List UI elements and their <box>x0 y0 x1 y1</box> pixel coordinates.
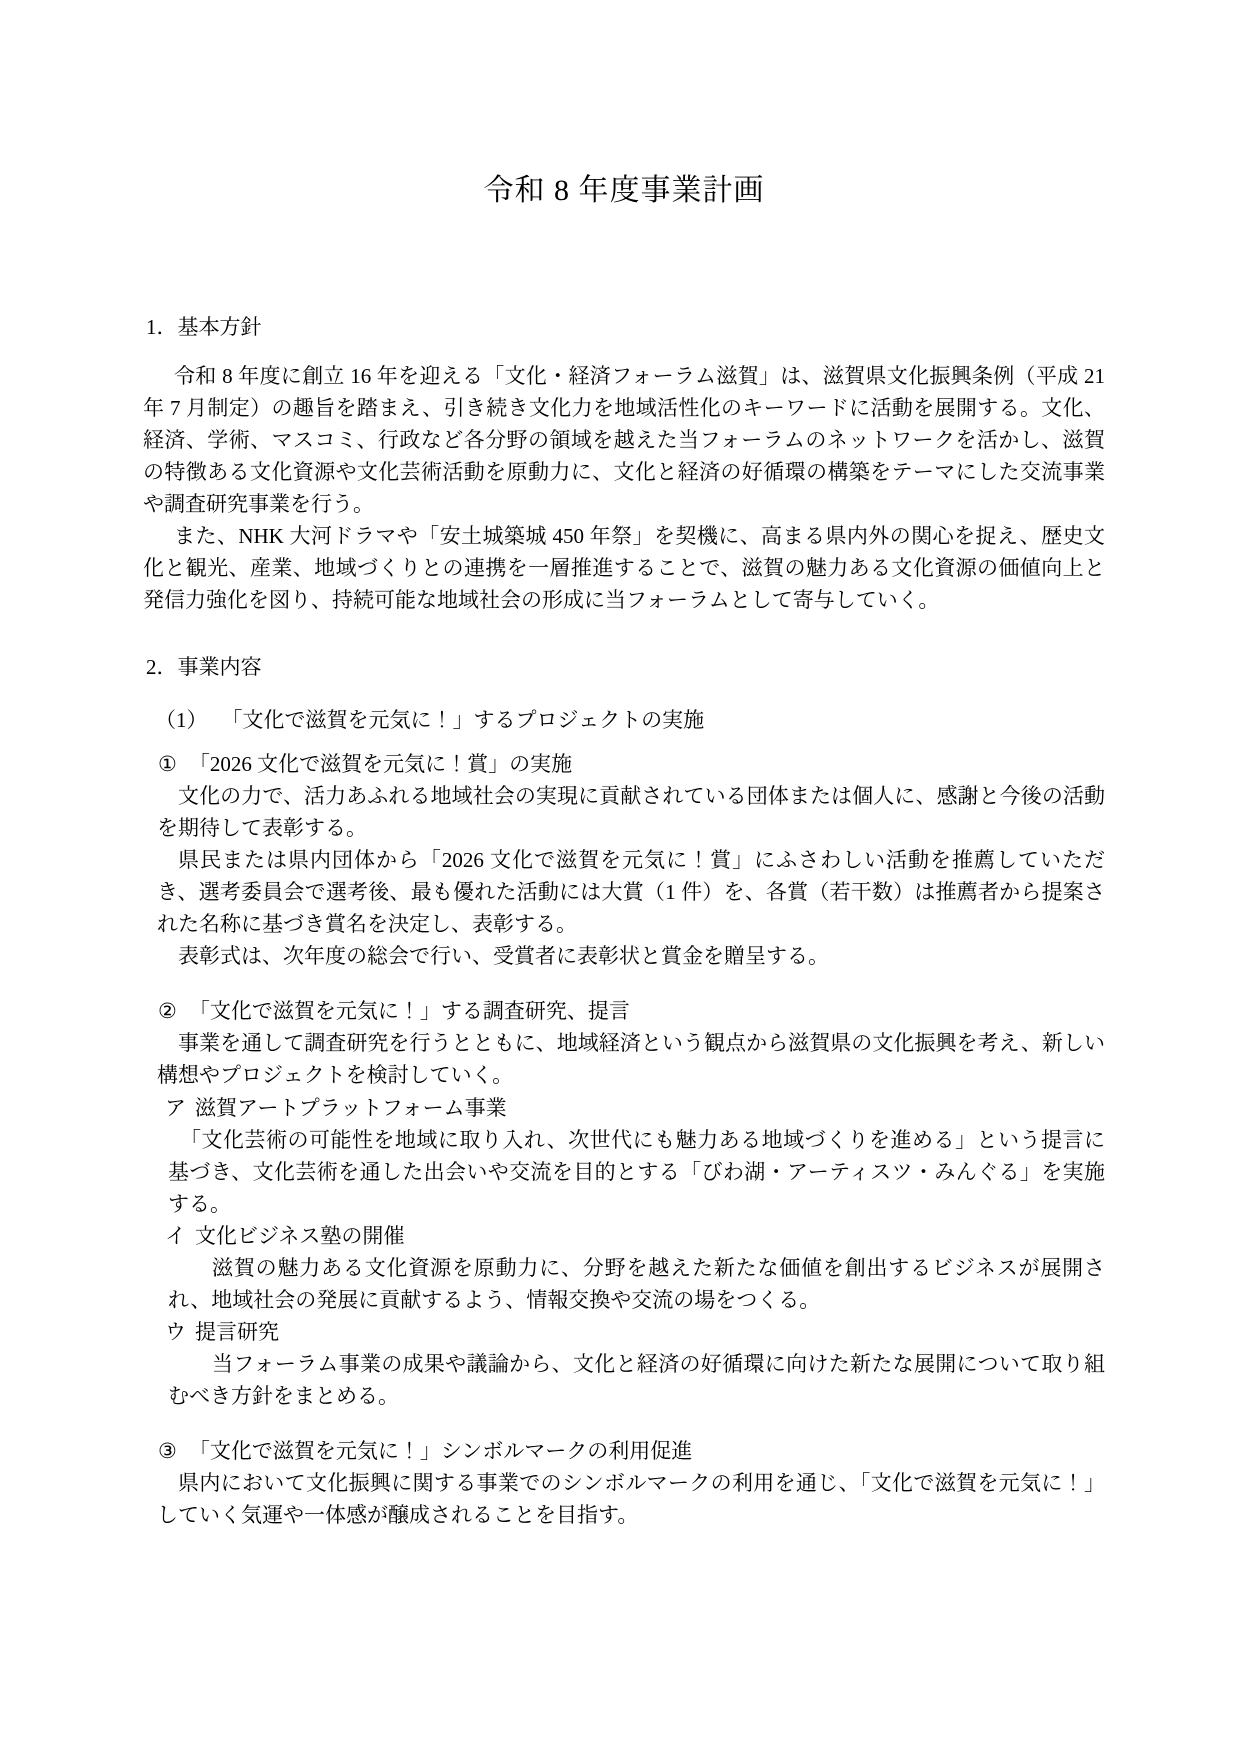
item-research <box>143 995 1105 1412</box>
subitem-art-platform-body <box>168 1124 1105 1220</box>
section2-heading: 2．事業内容 <box>146 655 262 679</box>
subitem-list <box>143 1092 1105 1412</box>
subitem-art-platform-heading <box>165 1092 1105 1124</box>
paragraph: 滋賀の魅力ある文化資源を原動力に、分野を越えた新たな価値を創出するビジネスが展開され、地域社会の発展に貢献するよう、情報交換や交流の場をつくる。 <box>168 1256 1105 1312</box>
item-award <box>143 748 1105 972</box>
subsection-1-title: 「文化で滋賀を元気に！」するプロジェクトの実施 <box>221 708 705 732</box>
subitem-business-school-title: 文化ビジネス塾の開催 <box>195 1224 405 1248</box>
section-business-content <box>143 651 1105 1531</box>
item-symbol-mark <box>143 1435 1105 1531</box>
subsection-1-label: （1） <box>155 708 208 732</box>
item-award-title: 「2026 文化で滋賀を元気に！賞」の実施 <box>188 752 573 776</box>
paragraph: 事業を通して調査研究を行うとともに、地域経済という観点から滋賀県の文化振興を考え、新しい構想やプロジェクトを検討していく。 <box>157 1031 1105 1087</box>
item-award-number: ① <box>158 752 177 776</box>
paragraph: 文化の力で、活力あふれる地域社会の実現に貢献されている団体または個人に、感謝と今後の活動を期待して表彰する。 <box>157 784 1105 840</box>
item-research-heading <box>158 995 1105 1027</box>
item-symbol-mark-heading <box>158 1435 1105 1467</box>
paragraph: 「文化芸術の可能性を地域に取り入れ、次世代にも魅力ある地域づくりを進める」という提言に基づき、文化芸術を通した出会いや交流を目的とする「びわ湖・アーティスツ・みんぐる」を実施する。 <box>168 1128 1105 1216</box>
subitem-art-platform-label: ア <box>165 1096 186 1120</box>
subsection-1-heading <box>155 704 1105 736</box>
subitem-art-platform <box>143 1092 1105 1220</box>
subitem-business-school-heading <box>165 1220 1105 1252</box>
item-research-body <box>157 1027 1105 1091</box>
subitem-proposal-research-title: 提言研究 <box>195 1320 279 1344</box>
item-symbol-mark-title: 「文化で滋賀を元気に！」シンボルマークの利用促進 <box>188 1439 693 1463</box>
paragraph: 県民または県内団体から「2026 文化で滋賀を元気に！賞」にふさわしい活動を推薦していただき、選考委員会で選考後、最も優れた活動には大賞（1 件）を、各賞（若干数）は推薦者から提案された名称に基づき賞名を決定し、表彰する。 <box>157 848 1105 936</box>
item-award-heading <box>158 748 1105 780</box>
paragraph: 当フォーラム事業の成果や議論から、文化と経済の好循環に向けた新たな展開について取り組むべき方針をまとめる。 <box>168 1352 1105 1408</box>
subitem-business-school-label: イ <box>165 1224 186 1248</box>
section1-heading: 1．基本方針 <box>146 315 262 339</box>
item-research-title: 「文化で滋賀を元気に！」する調査研究、提言 <box>188 999 630 1023</box>
item-symbol-mark-body <box>157 1467 1105 1531</box>
item-research-number: ② <box>158 999 177 1023</box>
subitem-proposal-research-body <box>168 1348 1105 1412</box>
paragraph: 県内において文化振興に関する事業でのシンボルマークの利用を通じ、「文化で滋賀を元気に！」していく気運や一体感が醸成されることを目指す。 <box>157 1471 1105 1527</box>
item-symbol-mark-number: ③ <box>158 1439 177 1463</box>
section1-paragraph-1: 令和 8 年度に創立 16 年を迎える「文化・経済フォーラム滋賀」は、滋賀県文化振興条例（平成 21 年 7 月制定）の趣旨を踏まえ、引き続き文化力を地域活性化のキーワードに活動を展開する。文化、経済、学術、マスコミ、行政など各分野の領域を越えた当フォーラムのネットワークを活かし、滋賀の特徴ある文化資源や文化芸術活動を原動力に、文化と経済の好循環の構築をテーマにした交流事業や調査研究事業を行う。 <box>143 364 1105 516</box>
paragraph: 表彰式は、次年度の総会で行い、受賞者に表彰状と賞金を贈呈する。 <box>178 944 829 968</box>
document-title: 令和 8 年度事業計画 <box>483 174 765 207</box>
section1-paragraph-2: また、NHK 大河ドラマや「安土城築城 450 年祭」を契機に、高まる県内外の関心を捉え、歴史文化と観光、産業、地域づくりとの連携を一層推進することで、滋賀の魅力ある文化資源の価値向上と発信力強化を図り、持続可能な地域社会の形成に当フォーラムとして寄与していく。 <box>143 524 1105 612</box>
subitem-proposal-research-heading <box>165 1316 1105 1348</box>
item-award-body <box>157 780 1105 972</box>
section-basic-policy <box>143 311 1105 616</box>
subitem-business-school <box>143 1220 1105 1316</box>
subitem-proposal-research-label: ウ <box>165 1320 186 1344</box>
subitem-proposal-research <box>143 1316 1105 1412</box>
subitem-business-school-body <box>168 1252 1105 1316</box>
subitem-art-platform-title: 滋賀アートプラットフォーム事業 <box>195 1096 507 1120</box>
